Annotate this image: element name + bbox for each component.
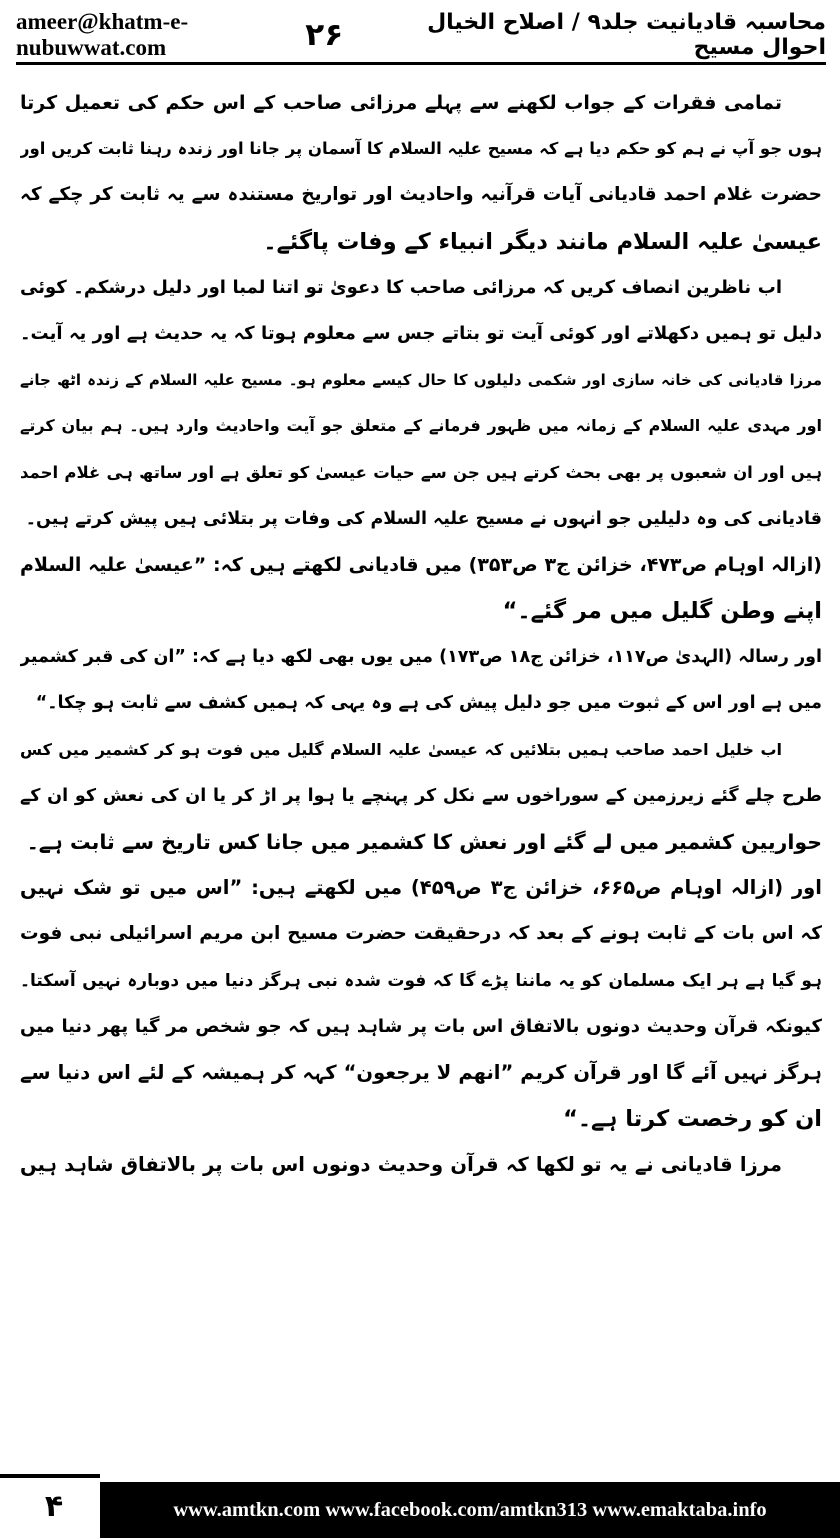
header-left <box>16 9 361 61</box>
header-page-number: ۲۶ <box>305 17 344 53</box>
text-line: مرزا قادیانی نے یہ تو لکھا کہ قرآن وحدیث دونوں اس بات پر بالاتفاق شاہد ہیں <box>20 1153 782 1177</box>
text-line: طرح چلے گئے زیرزمین کے سوراخوں سے نکل کر پہنچے یا ہوا پر اڑ کر یا ان کی نعش کو ان کے <box>20 785 822 806</box>
header-email-link[interactable]: ameer@khatm-e-nubuwwat.com <box>16 9 189 60</box>
text-line: ان کو رخصت کرتا ہے۔“ <box>563 1106 822 1133</box>
text-line: اب خلیل احمد صاحب ہمیں بتلائیں کہ عیسیٰ علیہ السلام گلیل میں فوت ہو کر کشمیر میں کس <box>20 739 782 759</box>
text-line: ہوں جو آپ نے ہم کو حکم دیا ہے کہ مسیح علیہ السلام کا آسمان پر جانا اور زندہ رہنا ثابت کریں اور <box>20 139 822 159</box>
page-header <box>16 8 826 65</box>
text-line: قادیانی کی وہ دلیلیں جو انہوں نے مسیح علیہ السلام کی وفات پر بتلائی ہیں پیش کرتے ہیں۔ <box>25 508 822 529</box>
text-line: (ازالہ اوہام ص۴۷۳، خزائن ج۳ ص۳۵۳) میں قادیانی لکھتے ہیں کہ: ”عیسیٰ علیہ السلام <box>20 553 822 576</box>
page-footer <box>0 1474 840 1540</box>
footer-page-number: ۴ <box>44 1488 64 1524</box>
header-book-title: محاسبہ قادیانیت جلد۹ / اصلاح الخیال احوال مسیح <box>427 10 826 60</box>
footer-band <box>100 1482 840 1538</box>
text-line: حواریین کشمیر میں لے گئے اور نعش کا کشمیر میں جانا کس تاریخ سے ثابت ہے۔ <box>26 830 822 854</box>
text-line: حضرت غلام احمد قادیانی آیات قرآنیہ واحادیث اور تواریخ مستندہ سے یہ ثابت کر چکے کہ <box>20 184 822 206</box>
text-line: دلیل تو ہمیں دکھلاتے اور کوئی آیت تو بتاتے جس سے معلوم ہوتا کہ یہ حدیث ہے اور یہ آیت۔ <box>20 322 822 344</box>
text-line: اب ناظرین انصاف کریں کہ مرزائی صاحب کا دعویٰ تو اتنا لمبا اور دلیل درشکم۔ کوئی <box>20 276 782 298</box>
text-line: عیسیٰ علیہ السلام مانند دیگر انبیاء کے وفات پاگئے۔ <box>263 228 822 255</box>
text-line: اور رسالہ (الہدیٰ ص۱۱۷، خزائن ج۱۸ ص۱۷۳) میں یوں بھی لکھ دیا ہے کہ: ”ان کی قبر کشمیر <box>20 647 822 668</box>
text-line: اپنے وطن گلیل میں مر گئے۔“ <box>502 598 822 625</box>
text-line: ہو گیا ہے ہر ایک مسلمان کو یہ ماننا پڑے گا کہ فوت شدہ نبی ہرگز دنیا میں دوبارہ نہیں آسکتا۔ <box>20 970 822 991</box>
page-body-text <box>20 80 822 1456</box>
text-line: ہیں اور ان شعبوں پر بھی بحث کرتے ہیں جن سے حیات عیسیٰ کو تعلق ہے اور ساتھ ہی غلام احمد <box>20 462 822 482</box>
text-line: کہ اس بات کے ثابت ہونے کے بعد کہ درحقیقت حضرت مسیح ابن مریم اسرائیلی نبی فوت <box>20 923 822 945</box>
text-line: میں ہے اور اس کے ثبوت میں جو دلیل پیش کی ہے وہ یہی کہ ہمیں کشف سے ثابت ہو چکا۔“ <box>35 693 822 714</box>
text-line: اور مہدی علیہ السلام کے زمانہ میں ظہور فرمانے کے متعلق جو آیت واحادیث وارد ہیں۔ ہم بیان کرتے <box>20 416 822 436</box>
text-line: اور (ازالہ اوہام ص۶۶۵، خزائن ج۳ ص۴۵۹) میں لکھتے ہیں: ”اس میں تو شک نہیں <box>20 876 822 900</box>
text-line: تمامی فقرات کے جواب لکھنے سے پہلے مرزائی صاحب کے اس حکم کی تعمیل کرتا <box>20 92 782 114</box>
text-line: مرزا قادیانی کی خانہ سازی اور شکمی دلیلوں کا حال کیسے معلوم ہو۔ مسیح علیہ السلام کے زندہ اٹھ جانے <box>20 371 822 390</box>
text-line: کیونکہ قرآن وحدیث دونوں بالاتفاق اس بات پر شاہد ہیں کہ جو شخص مر گیا پھر دنیا میں <box>20 1015 822 1037</box>
footer-website-links[interactable]: www.amtkn.com www.facebook.com/amtkn313 www.emaktaba.info <box>173 1498 767 1521</box>
text-line: ہرگز نہیں آئے گا اور قرآن کریم ”انھم لا یرجعون“ کہہ کر ہمیشہ کے لئے اس دنیا سے <box>20 1060 822 1084</box>
